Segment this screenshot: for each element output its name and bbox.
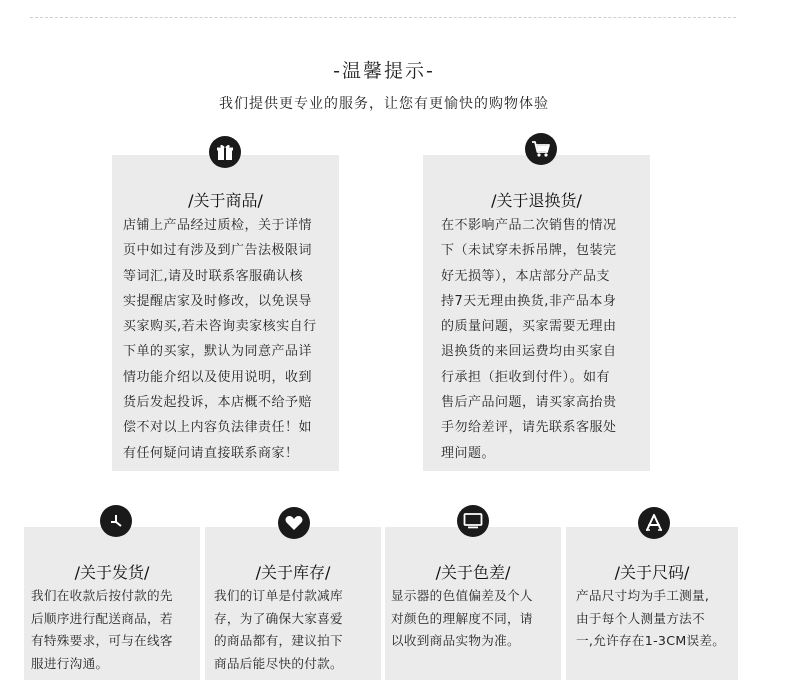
card-stock-line: 存，为了确保大家喜爱 <box>214 610 343 626</box>
monitor-icon <box>457 505 489 537</box>
card-product-line: 偿不对以上内容负法律责任！如 <box>123 420 313 436</box>
card-color-heading: /关于色差/ <box>435 563 511 582</box>
card-color-line: 以收到商品实物为准。 <box>391 633 520 648</box>
card-product-body <box>123 213 333 466</box>
card-stock-line: 我们的订单是付款减库 <box>214 588 343 603</box>
card-returns-body <box>441 213 641 466</box>
card-color <box>385 527 561 680</box>
card-shipping-body <box>31 585 197 675</box>
card-product <box>112 155 339 471</box>
card-size-body <box>576 585 738 653</box>
card-stock-line: 商品后能尽快的付款。 <box>214 655 343 671</box>
card-returns-line: 行承担（拒收到付件）。如有 <box>441 369 611 385</box>
card-color-line: 对颜色的理解度不同，请 <box>391 610 533 626</box>
card-product-line: 下单的买家，默认为同意产品详 <box>123 344 313 360</box>
card-product-heading: /关于商品/ <box>188 191 263 210</box>
card-returns <box>423 155 650 471</box>
card-size-heading: /关于尺码/ <box>614 563 690 582</box>
card-shipping-line: 服进行沟通。 <box>31 655 109 671</box>
heart-icon <box>278 507 310 539</box>
card-returns-line: 好无损等），本店部分产品支 <box>441 268 611 284</box>
card-size-line: 产品尺寸均为手工测量, <box>576 588 710 603</box>
card-size-line: 由于每个人测量方法不 <box>576 610 705 626</box>
card-returns-line: 下（未试穿未拆吊牌，包装完 <box>441 243 617 259</box>
card-size-line: 一,允许存在1-3CM误差。 <box>576 633 726 648</box>
ruler-triangle-icon <box>638 507 670 539</box>
card-returns-line: 退换货的来回运费均由买家自 <box>441 344 617 360</box>
card-size <box>566 527 738 680</box>
card-color-line: 显示器的色值偏差及个人 <box>391 588 533 603</box>
card-stock <box>205 527 381 680</box>
card-product-line: 情功能介绍以及使用说明，收到 <box>123 369 313 385</box>
card-returns-line: 的质量问题，买家需要无理由 <box>441 319 617 335</box>
page-title: -温馨提示- <box>333 60 435 82</box>
card-stock-body <box>214 585 376 675</box>
card-returns-heading: /关于退换货/ <box>491 191 582 210</box>
card-shipping-line: 我们在收款后按付款的先 <box>31 588 173 603</box>
card-shipping-line: 有特殊要求，可与在线客 <box>31 633 173 648</box>
card-product-line: 页中如过有涉及到广告法极限词 <box>123 243 313 259</box>
card-shipping-heading: /关于发货/ <box>74 563 150 582</box>
card-shipping-line: 后顺序进行配送商品，若 <box>31 610 173 626</box>
card-returns-line: 理问题。 <box>441 445 496 461</box>
card-returns-line: 手勿给差评，请先联系客服处 <box>441 420 617 436</box>
gift-icon <box>209 136 241 168</box>
clock-icon <box>100 505 132 537</box>
card-product-line: 货后发起投诉，本店概不给予赔 <box>123 395 313 411</box>
card-returns-line: 在不影响产品二次销售的情况 <box>441 218 617 233</box>
top-divider <box>30 17 736 18</box>
card-stock-heading: /关于库存/ <box>255 563 331 582</box>
card-returns-line: 持7天无理由换货,非产品本身 <box>441 293 617 309</box>
card-product-line: 实提醒店家及时修改，以免误导 <box>123 293 313 309</box>
card-shipping <box>24 527 200 680</box>
card-product-line: 买家购买,若未咨询卖家核实自行 <box>123 319 317 335</box>
card-product-line: 店铺上产品经过质检，关于详情 <box>123 218 313 233</box>
card-product-line: 有任何疑问请直接联系商家！ <box>123 445 299 461</box>
shopping-cart-icon <box>525 133 557 165</box>
card-product-line: 等词汇,请及时联系客服确认核 <box>123 268 304 284</box>
card-color-body <box>391 585 557 653</box>
card-stock-line: 的商品都有，建议拍下 <box>214 633 343 648</box>
page-subtitle: 我们提供更专业的服务，让您有更愉快的购物体验 <box>219 96 549 112</box>
card-returns-line: 售后产品问题，请买家高抬贵 <box>441 395 617 411</box>
